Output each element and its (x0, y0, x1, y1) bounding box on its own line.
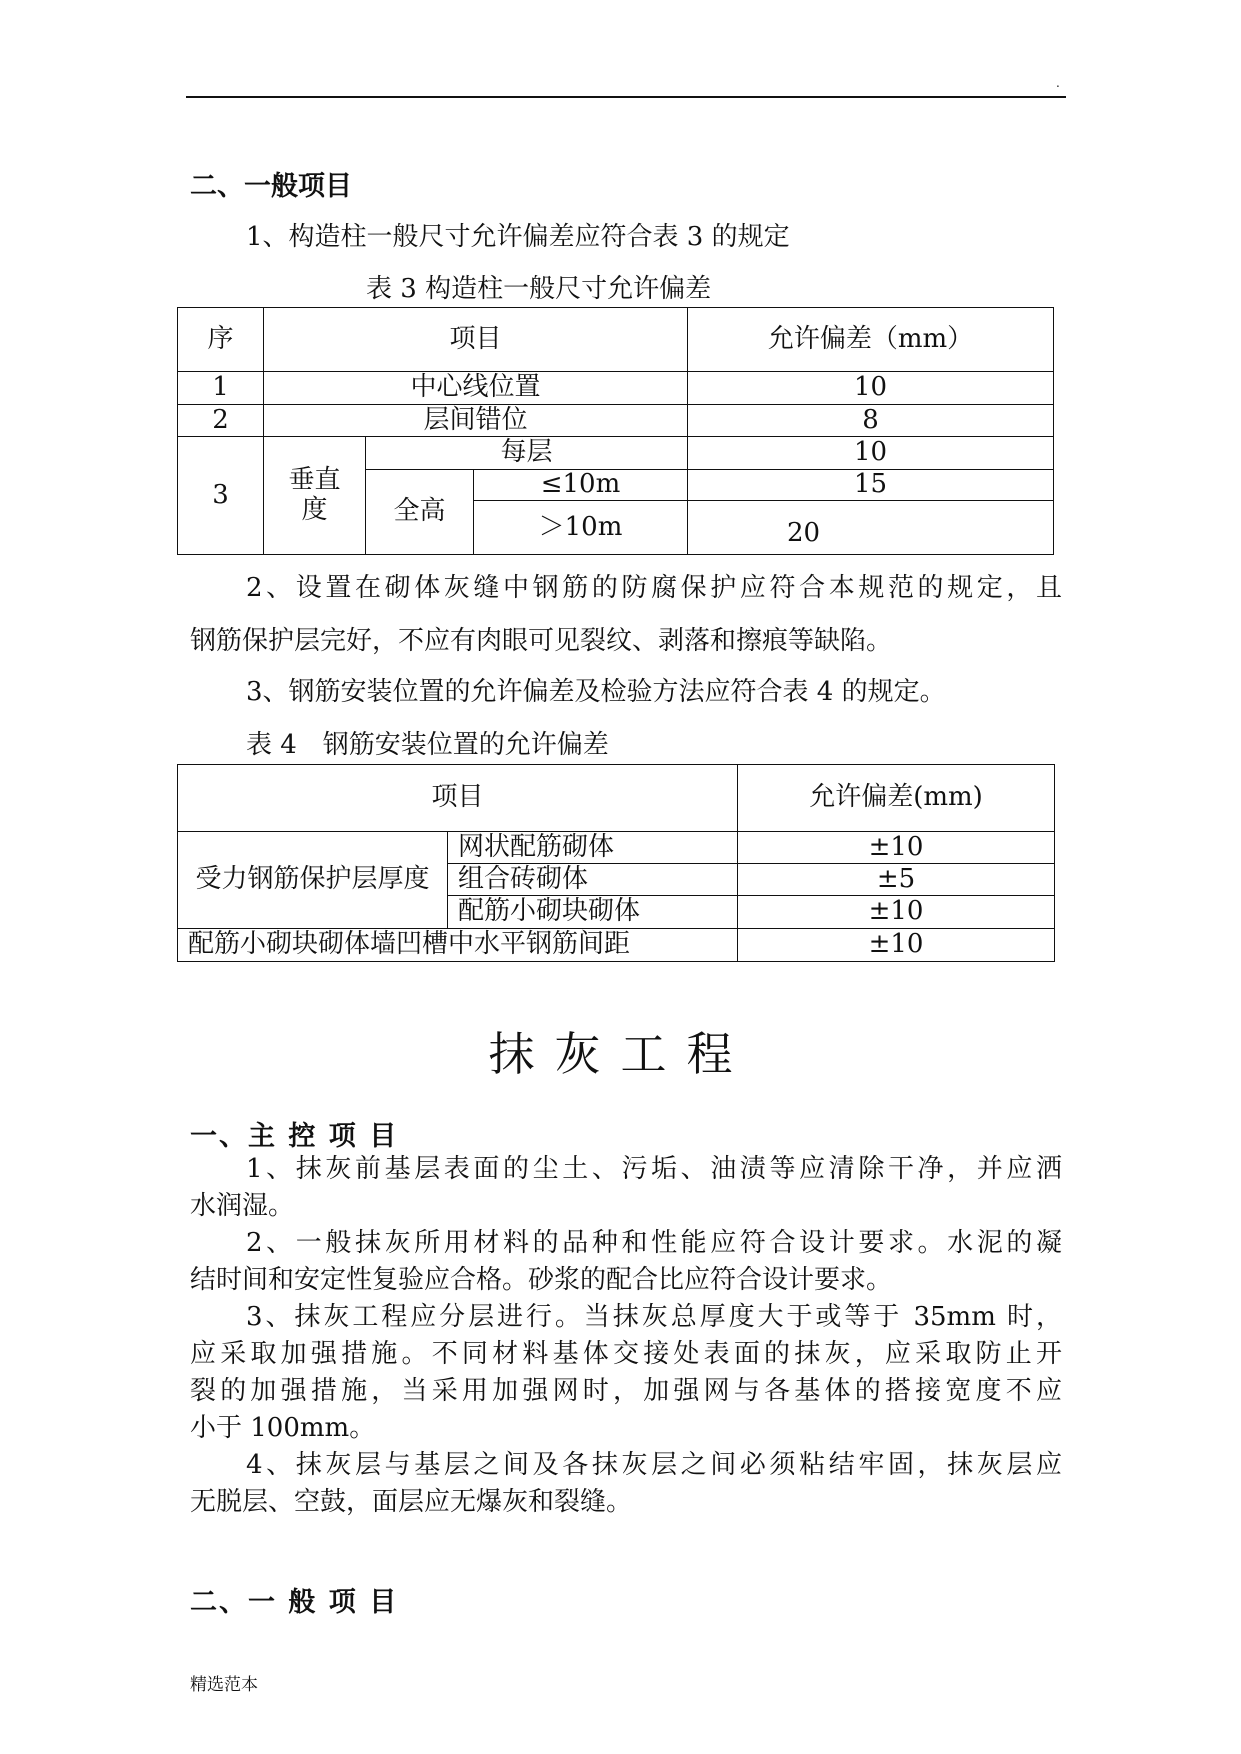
table3-row3-le10m-tolerance: 15 (688, 470, 1054, 501)
table3-row3-gt10m-tolerance: 20 (688, 501, 1054, 555)
item-2-line-1: 2、设置在砌体灰缝中钢筋的防腐保护应符合本规范的规定，且 (246, 573, 1062, 603)
plaster-p2-line-1: 2、一般抹灰所用材料的品种和性能应符合设计要求。水泥的凝 (246, 1228, 1062, 1258)
table4-header-tolerance: 允许偏差(mm) (738, 765, 1055, 832)
table-3 (177, 307, 1054, 555)
table4-header-item: 项目 (178, 765, 738, 832)
table3-row3-each-floor: 每层 (366, 437, 688, 470)
item-3-text: 3、钢筋安装位置的允许偏差及检验方法应符合表 4 的规定。 (246, 677, 946, 707)
table4-caption: 表 4 钢筋安装位置的允许偏差 (246, 730, 609, 760)
table3-row3-group: 垂直度 (264, 437, 366, 555)
table3-row3-seq: 3 (178, 437, 264, 555)
table4-row2-sub: 组合砖砌体 (448, 864, 738, 896)
table3-caption: 表 3 构造柱一般尺寸允许偏差 (366, 274, 712, 304)
table4-group-label: 受力钢筋保护层厚度 (178, 832, 448, 929)
plaster-p3-line-4: 小于 100mm。 (190, 1413, 376, 1443)
table3-row2-seq: 2 (178, 405, 264, 437)
table4-row3-sub: 配筋小砌块砌体 (448, 896, 738, 929)
table4-row4-tolerance: ±10 (738, 929, 1055, 962)
table4-row1-tolerance: ±10 (738, 832, 1055, 864)
table3-header-seq: 序 (178, 308, 264, 372)
table3-row2-tolerance: 8 (688, 405, 1054, 437)
plaster-p1-line-2: 水润湿。 (190, 1191, 295, 1221)
table4-row2-tolerance: ±5 (738, 864, 1055, 896)
section-heading-general: 二、一般项目 (190, 171, 352, 202)
item-2-line-2: 钢筋保护层完好，不应有肉眼可见裂纹、剥落和擦痕等缺陷。 (190, 626, 893, 656)
plaster-p4-line-1: 4、抹灰层与基层之间及各抹灰层之间必须粘结牢固，抹灰层应 (246, 1450, 1062, 1480)
header-rule (186, 96, 1066, 98)
item-2-paragraph (190, 562, 1062, 668)
table3-row3-each-floor-tolerance: 10 (688, 437, 1054, 470)
table3-row2-item: 层间错位 (264, 405, 688, 437)
plaster-p4-line-2: 无脱层、空鼓，面层应无爆灰和裂缝。 (190, 1487, 633, 1517)
table4-row1-sub: 网状配筋砌体 (448, 832, 738, 864)
table3-row3-gt10m: ＞10m (474, 501, 688, 555)
item-1-text: 1、构造柱一般尺寸允许偏差应符合表 3 的规定 (246, 222, 790, 252)
table3-row3-full-height: 全高 (366, 470, 474, 555)
plaster-main-heading: 一、主 控 项 目 (190, 1121, 399, 1152)
plaster-paragraphs (190, 1151, 1062, 1521)
table3-header-item: 项目 (264, 308, 688, 372)
plaster-p3-line-2: 应采取加强措施。不同材料基体交接处表面的抹灰，应采取防止开 (190, 1339, 1062, 1369)
plaster-p1-line-1: 1、抹灰前基层表面的尘土、污垢、油渍等应清除干净，并应洒 (246, 1154, 1062, 1184)
footer-text: 精选范本 (190, 1675, 258, 1695)
table3-header-tolerance: 允许偏差（mm） (688, 308, 1054, 372)
table3-row3-le10m: ≤10m (474, 470, 688, 501)
table-4 (177, 764, 1055, 962)
table4-row4-item: 配筋小砌块砌体墙凹槽中水平钢筋间距 (178, 929, 738, 962)
table3-row1-item: 中心线位置 (264, 372, 688, 405)
header-mark: . (1056, 76, 1060, 90)
plaster-p3-line-3: 裂的加强措施，当采用加强网时，加强网与各基体的搭接宽度不应 (190, 1376, 1062, 1406)
plaster-p3-line-1: 3、抹灰工程应分层进行。当抹灰总厚度大于或等于 35mm 时， (246, 1302, 1062, 1332)
table3-row1-tolerance: 10 (688, 372, 1054, 405)
plaster-title: 抹灰工程 (488, 1027, 753, 1081)
table4-row3-tolerance: ±10 (738, 896, 1055, 929)
plaster-p2-line-2: 结时间和安定性复验应合格。砂浆的配合比应符合设计要求。 (190, 1265, 893, 1295)
table3-row1-seq: 1 (178, 372, 264, 405)
plaster-general-heading: 二、一 般 项 目 (190, 1587, 399, 1618)
